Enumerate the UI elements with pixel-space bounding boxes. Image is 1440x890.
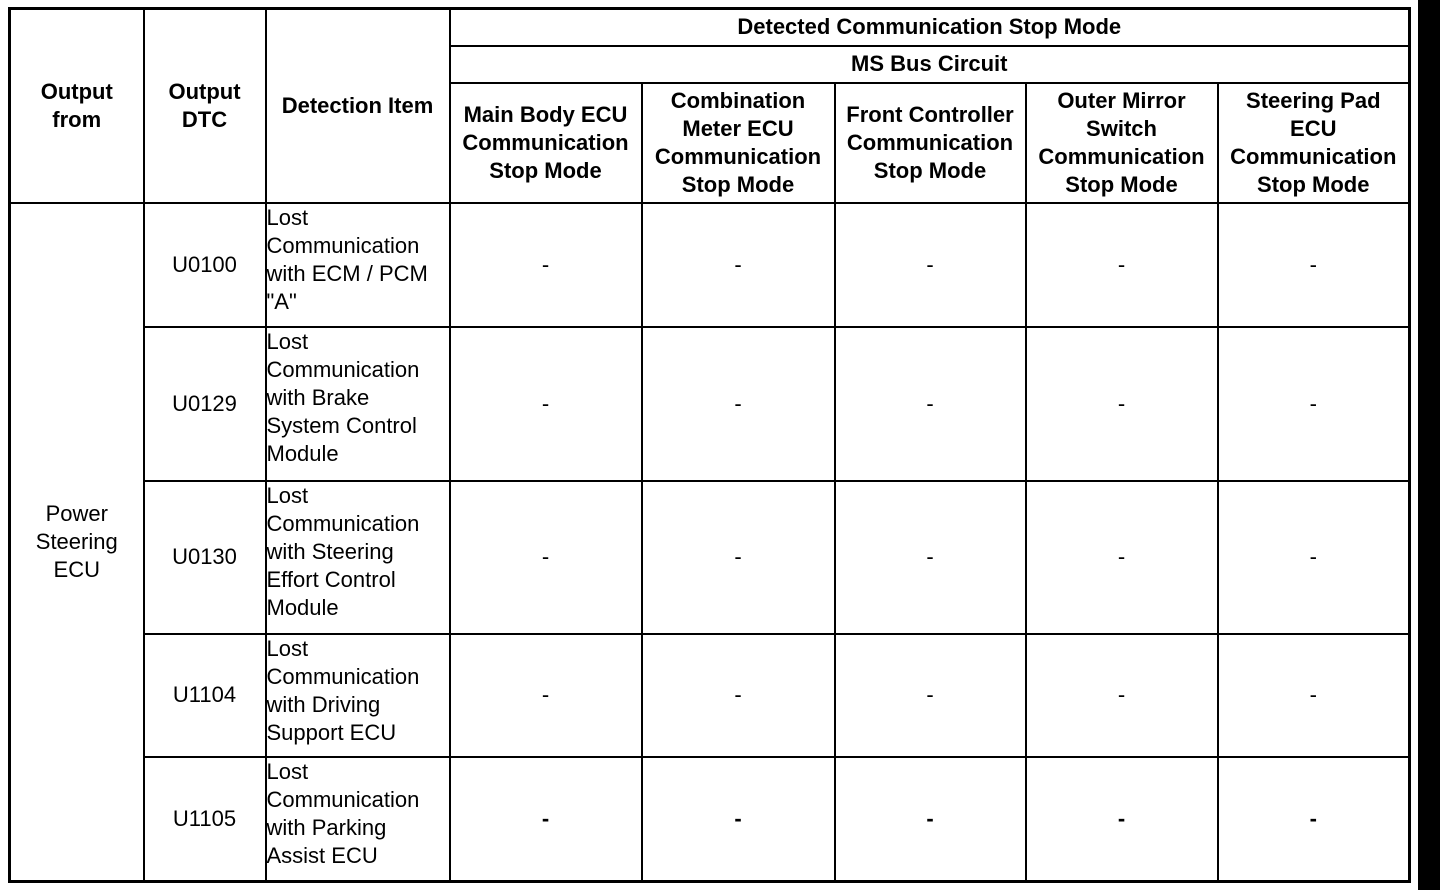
header-detected-stop-mode: Detected Communication Stop Mode	[450, 9, 1410, 46]
mode-value: -	[835, 757, 1026, 882]
header-detection-item: Detection Item	[266, 9, 450, 203]
mode-value: -	[1218, 757, 1410, 882]
table-row	[10, 481, 1410, 634]
output-from-cell: Power Steering ECU	[10, 203, 144, 882]
mode-value: -	[1026, 634, 1218, 757]
mode-value: -	[835, 203, 1026, 328]
table-row	[10, 327, 1410, 480]
header-output-from: Output from	[10, 9, 144, 203]
header-mode-combination-meter: Combination Meter ECU Communication Stop Mode	[642, 83, 835, 203]
right-edge-bar	[1418, 0, 1440, 890]
mode-value: -	[642, 757, 835, 882]
mode-value: -	[1026, 481, 1218, 634]
detection-item: Lost Communication with Driving Support ECU	[266, 634, 450, 757]
mode-value: -	[450, 481, 642, 634]
mode-value: -	[1218, 634, 1410, 757]
mode-value: -	[642, 327, 835, 480]
header-mode-outer-mirror: Outer Mirror Switch Communication Stop Mode	[1026, 83, 1218, 203]
mode-value: -	[642, 481, 835, 634]
header-mode-front-controller: Front Controller Communication Stop Mode	[835, 83, 1026, 203]
mode-value: -	[1218, 203, 1410, 328]
mode-value: -	[835, 481, 1026, 634]
mode-value: -	[450, 757, 642, 882]
table-row	[10, 634, 1410, 757]
header-mode-steering-pad: Steering Pad ECU Communication Stop Mode	[1218, 83, 1410, 203]
mode-value: -	[835, 327, 1026, 480]
mode-value: -	[642, 634, 835, 757]
table-row	[10, 203, 1410, 328]
mode-value: -	[1218, 327, 1410, 480]
detection-item: Lost Communication with Parking Assist ECU	[266, 757, 450, 882]
mode-value: -	[1218, 481, 1410, 634]
dtc-code: U1104	[144, 634, 266, 757]
detection-item: Lost Communication with ECM / PCM "A"	[266, 203, 450, 328]
mode-value: -	[1026, 757, 1218, 882]
dtc-table	[8, 7, 1411, 883]
dtc-code: U0100	[144, 203, 266, 328]
header-ms-bus-circuit: MS Bus Circuit	[450, 46, 1410, 83]
mode-value: -	[450, 327, 642, 480]
mode-value: -	[1026, 327, 1218, 480]
detection-item: Lost Communication with Steering Effort Control Module	[266, 481, 450, 634]
mode-value: -	[450, 634, 642, 757]
header-mode-main-body: Main Body ECU Communication Stop Mode	[450, 83, 642, 203]
dtc-code: U0130	[144, 481, 266, 634]
dtc-code: U0129	[144, 327, 266, 480]
detection-item: Lost Communication with Brake System Control Module	[266, 327, 450, 480]
dtc-code: U1105	[144, 757, 266, 882]
table-row	[10, 757, 1410, 882]
mode-value: -	[1026, 203, 1218, 328]
mode-value: -	[450, 203, 642, 328]
mode-value: -	[642, 203, 835, 328]
header-output-dtc: Output DTC	[144, 9, 266, 203]
mode-value: -	[835, 634, 1026, 757]
